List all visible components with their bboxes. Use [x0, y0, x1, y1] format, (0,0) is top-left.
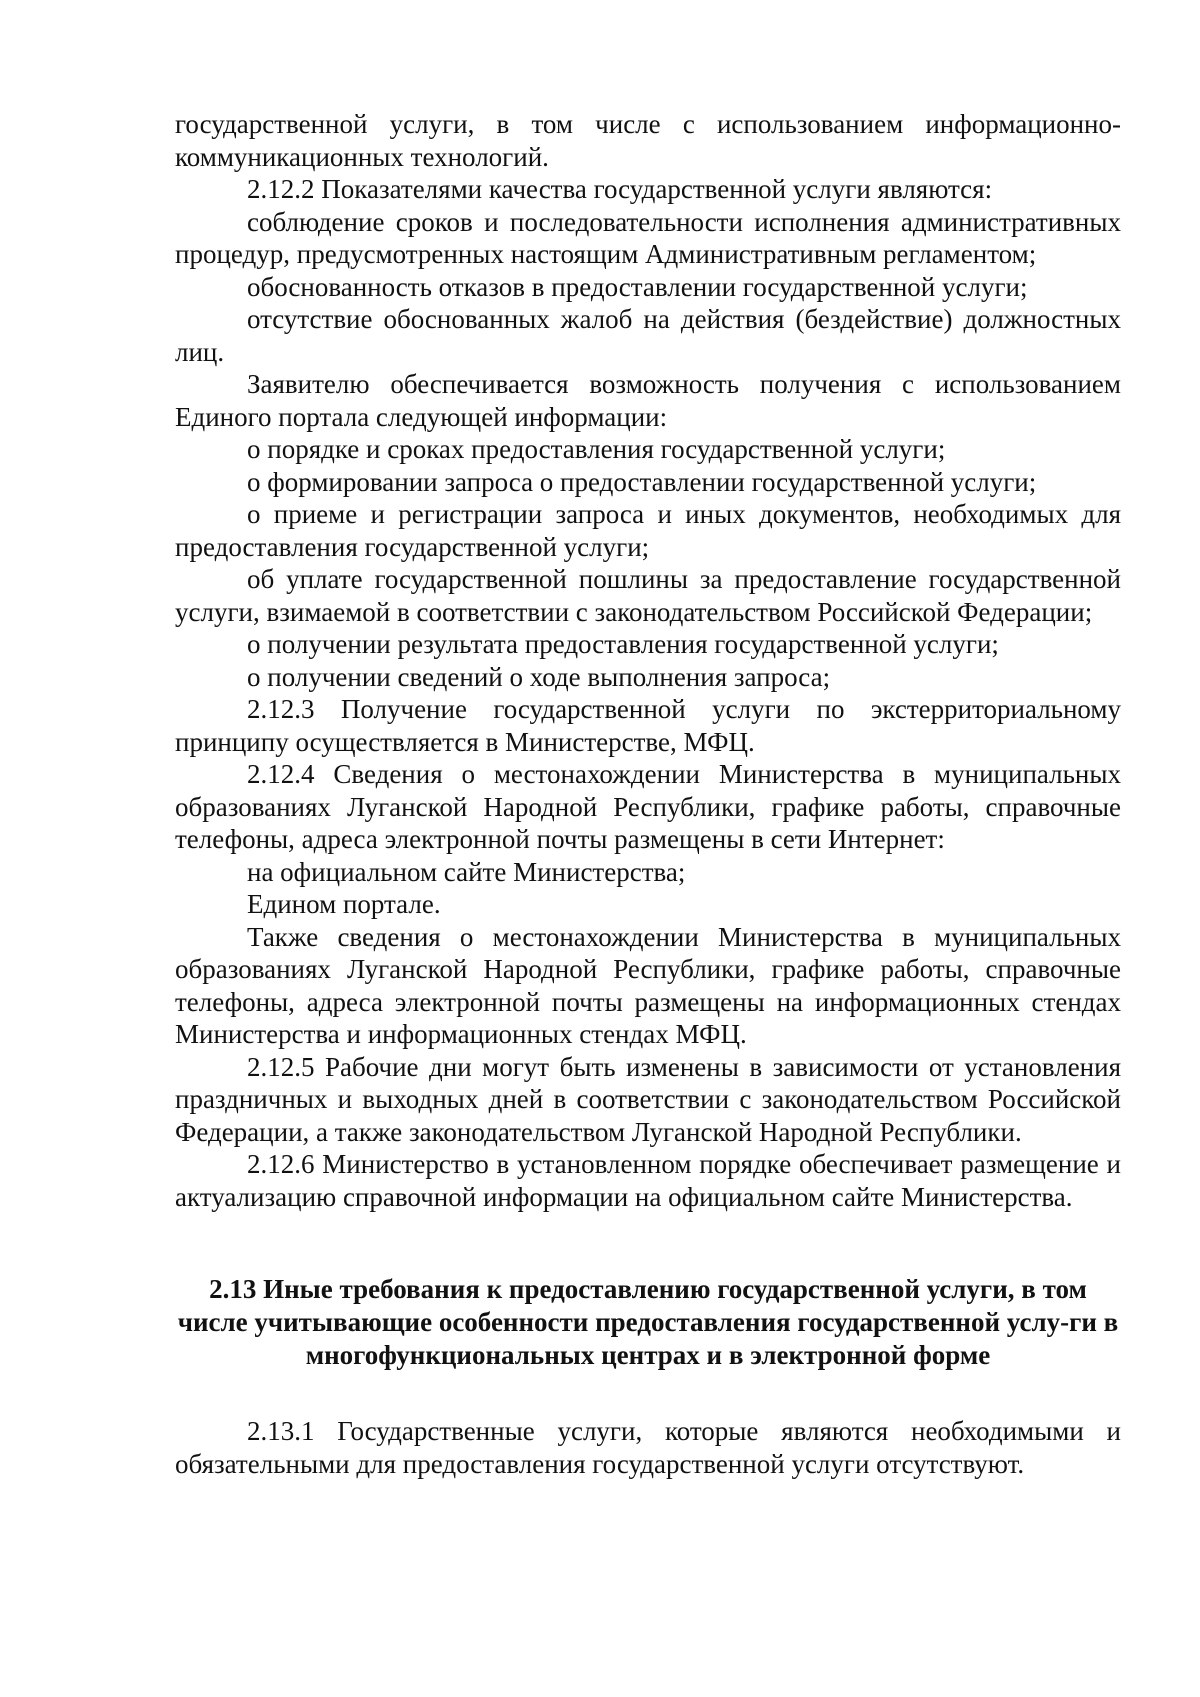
list-item-progress: о получении сведений о ходе выполнения запроса; [247, 661, 831, 692]
paragraph-info-stands: Также сведения о местонахождении Министерства в муниципальных образованиях Луганской Народной Республики, графике работы, справочные телефоны, адреса электронной почты размещены на информационных стендах Министерства и информационных стендах МФЦ. [175, 921, 1121, 1049]
list-item-request-forming: о формировании запроса о предоставлении государственной услуги; [247, 466, 1037, 497]
paragraph-applicant-info: Заявителю обеспечивается возможность получения с использованием Единого портала следующей информации: [175, 369, 1121, 432]
list-item-result: о получении результата предоставления государственной услуги; [247, 629, 999, 659]
list-item-official-site: на официальном сайте Министерства; [247, 856, 686, 887]
paragraph-2-12-2: 2.12.2 Показателями качества государственной услуги являются: [247, 174, 993, 204]
list-item-complaints: отсутствие обоснованных жалоб на действия (бездействие) должностных лиц. [175, 304, 1121, 367]
list-item-request-registration: о приеме и регистрации запроса и иных документов, необходимых для предоставления государственной услуги; [175, 499, 1121, 562]
list-item-deadlines: соблюдение сроков и последовательности исполнения административных процедур, предусмотренных настоящим Административным регламентом; [175, 206, 1121, 269]
paragraph-2-13-1: 2.13.1 Государственные услуги, которые являются необходимыми и обязательными для предоставления государственной услуги отсутствуют. [175, 1416, 1121, 1479]
paragraph-2-12-6: 2.12.6 Министерство в установленном порядке обеспечивает размещение и актуализацию справочной информации на официальном сайте Министерства. [175, 1149, 1121, 1212]
list-item-refusals: обоснованность отказов в предоставлении государственной услуги; [247, 271, 1028, 302]
list-item-state-fee: об уплате государственной пошлины за предоставление государственной услуги, взимаемой в соответствии с законодательством Российской Федерации; [175, 564, 1121, 627]
list-item-unified-portal: Едином портале. [247, 889, 441, 919]
paragraph-2-12-3: 2.12.3 Получение государственной услуги по экстерриториальному принципу осуществляется в Министерстве, МФЦ. [175, 694, 1121, 757]
paragraph-2-12-5: 2.12.5 Рабочие дни могут быть изменены в зависимости от установления праздничных и выходных дней в соответствии с законодательством Российской Федерации, а также законодательством Луганской Народной Республики. [175, 1051, 1121, 1147]
section-heading-2-13: 2.13 Иные требования к предоставлению государственной услуги, в том числе учитывающие особенности предоставления государственной услу-ги в многофункциональных центрах и в электронной форме [177, 1274, 1119, 1370]
paragraph-continuation: государственной услуги, в том числе с использованием информационно-коммуникационных технологий. [175, 109, 1121, 172]
document-page [175, 108, 1121, 1480]
paragraph-2-12-4: 2.12.4 Сведения о местонахождении Министерства в муниципальных образованиях Луганской Народной Республики, графике работы, справочные телефоны, адреса электронной почты размещены в сети Интернет: [175, 759, 1121, 854]
list-item-procedure: о порядке и сроках предоставления государственной услуги; [247, 434, 946, 464]
